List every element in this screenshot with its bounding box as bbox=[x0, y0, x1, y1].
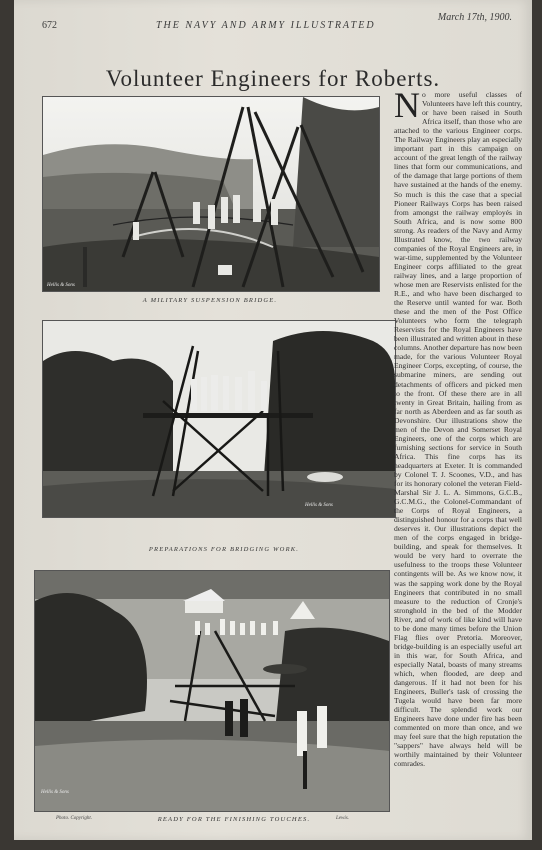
caption-bridging-preparations: PREPARATIONS FOR BRIDGING WORK. bbox=[148, 546, 300, 553]
finishing-touches-illustration bbox=[35, 571, 389, 811]
photo-credit-1: Hellis & Sons bbox=[47, 283, 75, 288]
caption-suspension-bridge: A MILITARY SUSPENSION BRIDGE. bbox=[142, 297, 278, 304]
photographer-credit: Lewis. bbox=[336, 816, 349, 821]
photo-finishing-touches bbox=[34, 570, 390, 812]
page-number: 672 bbox=[42, 20, 57, 31]
caption-finishing-touches: READY FOR THE FINISHING TOUCHES. bbox=[157, 816, 311, 823]
publication-title: THE NAVY AND ARMY ILLUSTRATED bbox=[156, 20, 376, 31]
photo-bridging-preparations bbox=[42, 320, 396, 518]
bridging-preparations-illustration bbox=[43, 321, 395, 517]
issue-date: March 17th, 1900. bbox=[437, 12, 512, 23]
article-title: Volunteer Engineers for Roberts. bbox=[105, 66, 441, 91]
magazine-page bbox=[14, 0, 532, 840]
article-body bbox=[394, 90, 522, 850]
running-head bbox=[36, 12, 520, 34]
photo-credit-2: Hellis & Sons bbox=[305, 503, 333, 508]
article-text: o more useful classes of Volunteers have left this country, or have been raised in South Africa itself, than those who are attached to the various Engineer corps. The Railway Engineers play an especially important part in this campaign on account of the great length of the railway lines that form our communications, and of the damage that large portions of them have sustained at the hands of the enemy. So much is this the case that a special Pioneer Railways Corps has been raised from amongst the railway employés in South Africa, and is now some 800 strong. As readers of the Navy and Army Illustrated know, the two railway companies of the Royal Engineers are, in war-time, supplemented by the Volunteer Engineer corps affiliated to the great railway lines, and a large proportion of whose men are Reservists enlisted for the R.E., and who have been discharged to the Reserve until wanted for war. Both these and the men of the Post Office Volunteers who form the telegraph Reservists for the Royal Engineers have been illustrated and written about in these columns. Another departure has now been made, for the various Volunteer Royal Engineer Corps, excepting, of course, the submarine miners, are sending out detachments of officers and picked men to the front. Of these there are in all twenty in Great Britain, hailing from as far north as Aberdeen and as far south as Devonshire. Our illustrations show the men of the Devon and Somerset Royal Engineers, one of the corps which are furnishing sections for service in South Africa. This fine corps has its headquarters at Exeter. It is commanded by Colonel T. J. Scoones, V.D., and has for its honorary colonel the veteran Field-Marshal Sir J. L. A. Simmons, G.C.B., G.C.M.G., the Colonel-Commandant of the Corps of Royal Engineers, a distinguished honour for a corps that well deserves it. Our illustrations depict the men of the corps engaged in bridge-building, and speak for themselves. It would be very hard to overrate the usefulness to the troops these Volunteer contingents will be. As we know now, it was the sapping work done by the Royal Engineers that contributed in no small measure to the reduction of Cronje's stronghold in the bed of the Modder River, and of work of like kind will have to be done many times before the Union Flag flies over Pretoria. Moreover, bridge-building is an especially useful art in this war, for South Africa, and especially Natal, boasts of many streams which, when flooded, are deep and dangerous. If it had not been for his Engineers, Buller's task of crossing the Tugela would have been far more difficult. The splendid work our Engineers have done under fire has been commented on more than once, and we may feel sure that the high reputation the "sappers" have always held will be worthily maintained by their Volunteer comrades. bbox=[394, 90, 522, 769]
suspension-bridge-illustration bbox=[43, 97, 379, 291]
photo-credit-3: Hellis & Sons bbox=[41, 790, 69, 795]
photo-copyright-note: Photo. Copyright. bbox=[56, 816, 92, 821]
drop-cap: N bbox=[394, 90, 420, 125]
photo-suspension-bridge bbox=[42, 96, 380, 292]
